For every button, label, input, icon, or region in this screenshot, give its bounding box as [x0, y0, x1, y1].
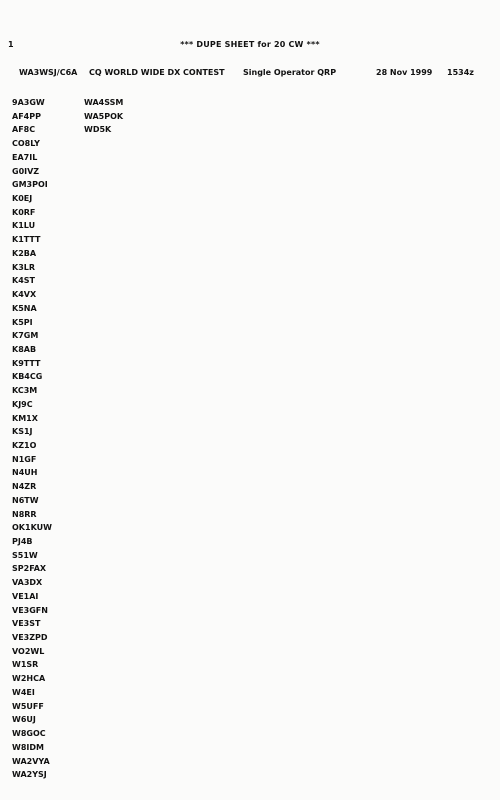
callsign-column-1 [12, 96, 52, 782]
callsign-entry: KM1X [12, 413, 38, 423]
callsign-entry: K1TTT [12, 235, 41, 245]
callsign-entry: N6TW [12, 495, 39, 505]
callsign-entry: S51W [12, 550, 38, 560]
callsign-entry: VA3DX [12, 578, 43, 588]
callsign-entry: K9TTT [12, 358, 41, 368]
callsign-column-2 [84, 96, 123, 137]
header-line [0, 68, 500, 80]
callsign-entry: KC3M [12, 386, 38, 396]
callsign-entry: VE1AI [12, 591, 39, 601]
callsign-entry: 9A3GW [12, 98, 45, 107]
callsign-entry: K4ST [12, 276, 35, 286]
callsign-entry: WA5POK [84, 111, 124, 121]
callsign-entry: WA2YSJ [12, 770, 47, 780]
callsign-entry: N4UH [12, 468, 38, 478]
callsign-entry: GM3POI [12, 180, 48, 190]
callsign-entry: VO2WL [12, 646, 45, 656]
callsign-entry: AF8C [12, 125, 36, 135]
contest-time: 1534z [447, 68, 474, 77]
callsign-entry: K5PI [12, 317, 33, 327]
callsign-entry: K5NA [12, 303, 37, 313]
callsign-entry: K4VX [12, 290, 37, 300]
callsign-entry: OK1KUW [12, 523, 52, 533]
callsign-entry: N1GF [12, 454, 37, 464]
callsign-entry: W8IDM [12, 742, 44, 752]
callsign-entry: K1LU [12, 221, 36, 231]
callsign-entry: W8GOC [12, 729, 46, 739]
callsign-entry: K0RF [12, 207, 36, 217]
callsign-entry: W6UJ [12, 715, 36, 725]
callsign-entry: K0EJ [12, 194, 33, 204]
callsign-entry: W4EI [12, 687, 35, 697]
callsign-entry: EA7IL [12, 152, 38, 162]
callsign-entry: SP2FAX [12, 564, 47, 574]
page-number: 1 [8, 40, 14, 49]
callsign-entry: WA4SSM [84, 98, 124, 107]
contest-date: 28 Nov 1999 [376, 68, 433, 77]
callsign-entry: K8AB [12, 344, 37, 354]
callsign-entry: WA2VYA [12, 756, 50, 766]
callsign-entry: W5UFF [12, 701, 44, 711]
contest-name: CQ WORLD WIDE DX CONTEST [89, 68, 225, 77]
callsign-entry: KS1J [12, 427, 33, 437]
operator-category: Single Operator QRP [243, 68, 337, 77]
callsign-entry: PJ4B [12, 537, 33, 546]
callsign-entry: VE3GFN [12, 605, 48, 615]
callsign-entry: K3LR [12, 262, 36, 272]
callsign-entry: G0IVZ [12, 166, 40, 176]
callsign-entry: W1SR [12, 660, 39, 670]
callsign-entry: KZ1O [12, 440, 37, 450]
callsign-entry: VE3ZPD [12, 633, 48, 643]
operator-callsign: WA3WSJ/C6A [19, 68, 78, 77]
callsign-entry: AF4PP [12, 111, 41, 121]
callsign-entry: KJ9C [12, 399, 33, 409]
callsign-entry: W2HCA [12, 674, 46, 684]
callsign-entry: N8RR [12, 509, 37, 519]
callsign-entry: WD5K [84, 125, 112, 135]
callsign-entry: VE3ST [12, 619, 41, 629]
callsign-entry: K7GM [12, 331, 39, 341]
page-title: *** DUPE SHEET for 20 CW *** [180, 40, 320, 49]
callsign-entry: KB4CG [12, 372, 43, 382]
callsign-entry: CO8LY [12, 139, 40, 149]
callsign-entry: K2BA [12, 248, 37, 258]
callsign-entry: N4ZR [12, 482, 37, 492]
